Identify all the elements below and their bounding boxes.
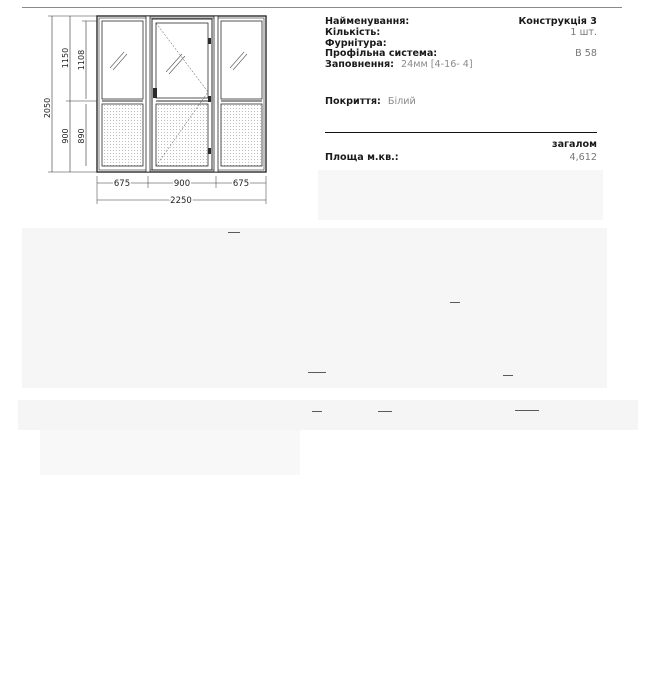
spec-block [325,17,597,71]
right-panel [221,104,262,166]
profile-value: B 58 [575,48,597,60]
window-drawing [40,8,280,208]
stray-mark [228,232,240,233]
dim-2250: 2250 [170,196,192,206]
redacted-area-lower [18,400,638,430]
door-panel [156,104,208,166]
stray-mark [503,375,513,376]
spec-row-coating [325,97,597,108]
coating-label: Покриття: [325,96,381,107]
dim-1108: 1108 [77,49,86,71]
stray-mark [450,302,460,303]
left-mullion [146,16,150,172]
filling-value: 24мм [4-16- 4] [401,59,473,71]
redacted-area-bottom [40,430,300,475]
dim-675-right: 675 [232,179,250,189]
profile-label: Профільна система: [325,48,438,60]
door-glass [156,23,208,98]
redacted-area-top [318,170,603,220]
dim-675-left: 675 [113,179,131,189]
totals-header: загалом [552,139,597,150]
redacted-area-middle [22,228,607,388]
left-panel [102,104,143,166]
coating-block [325,97,597,108]
door-window-drawing-svg [40,8,280,208]
stray-mark [515,410,539,411]
filling-label: Заповнення: [325,59,394,71]
dim-900-horizontal: 900 [173,179,191,189]
dim-1150: 1150 [61,47,70,69]
area-row [325,152,597,163]
name-label: Найменування: [325,16,410,27]
name-value: Конструкція 3 [518,16,597,27]
stray-mark [378,411,392,412]
stray-mark [312,411,322,412]
area-value: 4,612 [569,152,597,163]
coating-value: Білий [387,96,416,107]
qty-label: Кількість: [325,26,381,38]
area-label: Площа м.кв.: [325,152,399,163]
dim-890: 890 [77,128,86,144]
door-handle [153,88,157,98]
stray-mark [308,372,326,373]
qty-value: 1 шт. [570,26,597,38]
left-glass [102,21,143,99]
dim-2050: 2050 [43,97,52,119]
totals-divider [325,132,597,133]
spec-row-filling [325,60,597,71]
hardware-label: Фурнітура: [325,37,387,49]
right-mullion [214,16,218,172]
dim-900-vertical: 900 [61,128,70,144]
